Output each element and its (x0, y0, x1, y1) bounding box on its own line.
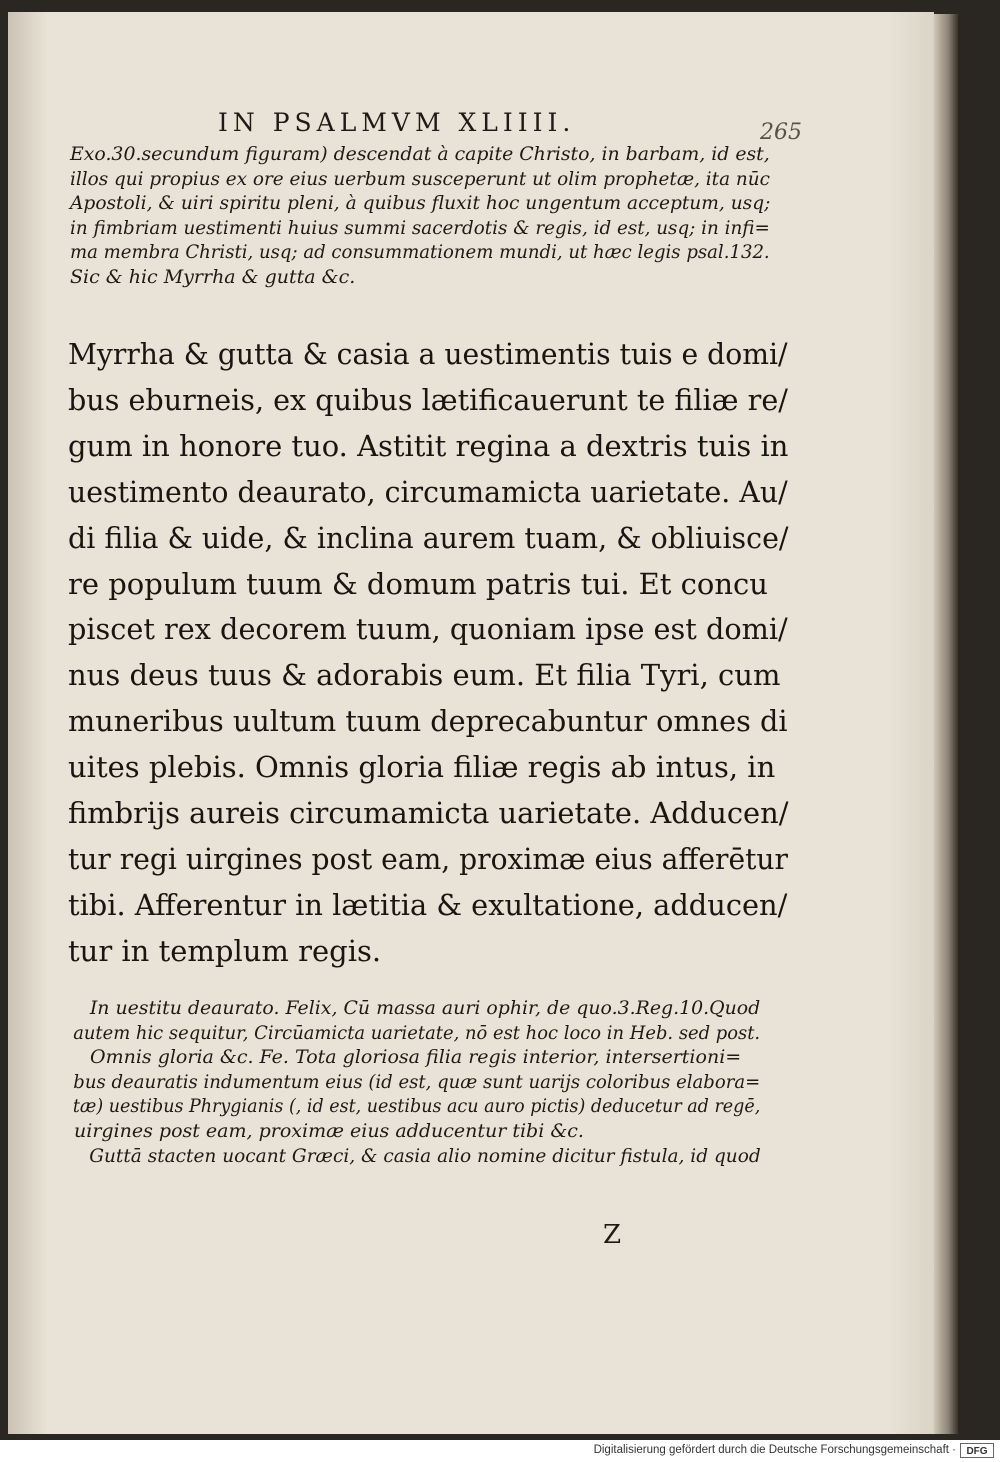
running-head: IN PSALMVM XLIIII. (218, 108, 576, 137)
gloss-line: uirgines post eam, proximæ eius adducentur tibi &c. (74, 1119, 584, 1142)
text-line: tur regi uirgines post eam, proximæ eius afferētur (68, 841, 788, 876)
signature-mark: Z (603, 1220, 622, 1250)
gloss-line: bus deauratis indumentum eius (id est, quæ sunt uarijs coloribus elabora= (73, 1070, 761, 1093)
folio-number: 265 (760, 120, 802, 145)
page-edge (934, 14, 958, 1434)
text-line: fimbrijs aureis circumamicta uarietate. Adducen/ (68, 796, 789, 831)
gloss-line: Omnis gloria &c. Fe. Tota gloriosa filia regis interior, intersertioni= (90, 1046, 742, 1069)
text-line: uites plebis. Omnis gloria filiæ regis ab intus, in (68, 750, 776, 785)
text-line: tibi. Afferentur in lætitia & exultatione, adducen/ (68, 887, 788, 922)
text-line: nus deus tuus & adorabis eum. Et filia Tyri, cum (68, 658, 781, 693)
text-line: Myrrha & gutta & casia a uestimentis tuis e domi/ (68, 337, 788, 371)
text-line: muneribus uultum tuum deprecabuntur omnes di (68, 704, 788, 739)
gloss-top (70, 142, 770, 290)
psalm-text (68, 332, 788, 975)
footer-credit: Digitalisierung gefördert durch die Deutsche Forschungsgemeinschaft · (593, 1444, 956, 1456)
text-line: uestimento deaurato, circumamicta uarietate. Au/ (68, 474, 788, 509)
text-line: re populum tuum & domum patris tui. Et concu (68, 566, 768, 601)
gloss-line: Guttā stacten uocant Græci, & casia alio nomine dicitur fistula, id quod (89, 1144, 761, 1167)
text-line: di filia & uide, & inclina aurem tuam, & obliuisce/ (68, 520, 789, 555)
gloss-line: tæ) uestibus Phrygianis (, id est, uestibus acu auro pictis) deducetur ad regē, (72, 1095, 761, 1118)
dfg-logo-icon: DFG (960, 1443, 994, 1458)
gloss-line: Sic & hic Myrrha & gutta &c. (70, 265, 356, 288)
gloss-line: Exo.30.secundum figuram) descendat à capite Christo, in barbam, id est, (70, 143, 770, 165)
gloss-line: In uestitu deaurato. Felix, Cū massa auri ophir, de quo.3.Reg.10.Quod (89, 997, 761, 1019)
footer-bar (0, 1440, 1000, 1462)
gloss-line: autem hic sequitur, Circūamicta uarietate, nō est hoc loco in Heb. sed post. (73, 1021, 761, 1044)
gloss-line: Apostoli, & uiri spiritu pleni, à quibus fluxit hoc ungentum acceptum, usq; (70, 192, 771, 215)
text-line: bus eburneis, ex quibus lætificauerunt te filiæ re/ (68, 382, 788, 417)
text-line: piscet rex decorem tuum, quoniam ipse est domi/ (68, 612, 788, 647)
text-line: gum in honore tuo. Astitit regina a dextris tuis in (68, 428, 789, 463)
text-line: tur in templum regis. (68, 933, 382, 968)
gloss-bottom (60, 996, 780, 1168)
gloss-line: ma membra Christi, usq; ad consummationem mundi, ut hæc legis psal.132. (70, 241, 770, 264)
gloss-line: in fimbriam uestimenti huius summi sacerdotis & regis, id est, usq; in infi= (70, 216, 770, 239)
gloss-line: illos qui propius ex ore eius uerbum susceperunt ut olim prophetæ, ita nūc (70, 167, 770, 190)
